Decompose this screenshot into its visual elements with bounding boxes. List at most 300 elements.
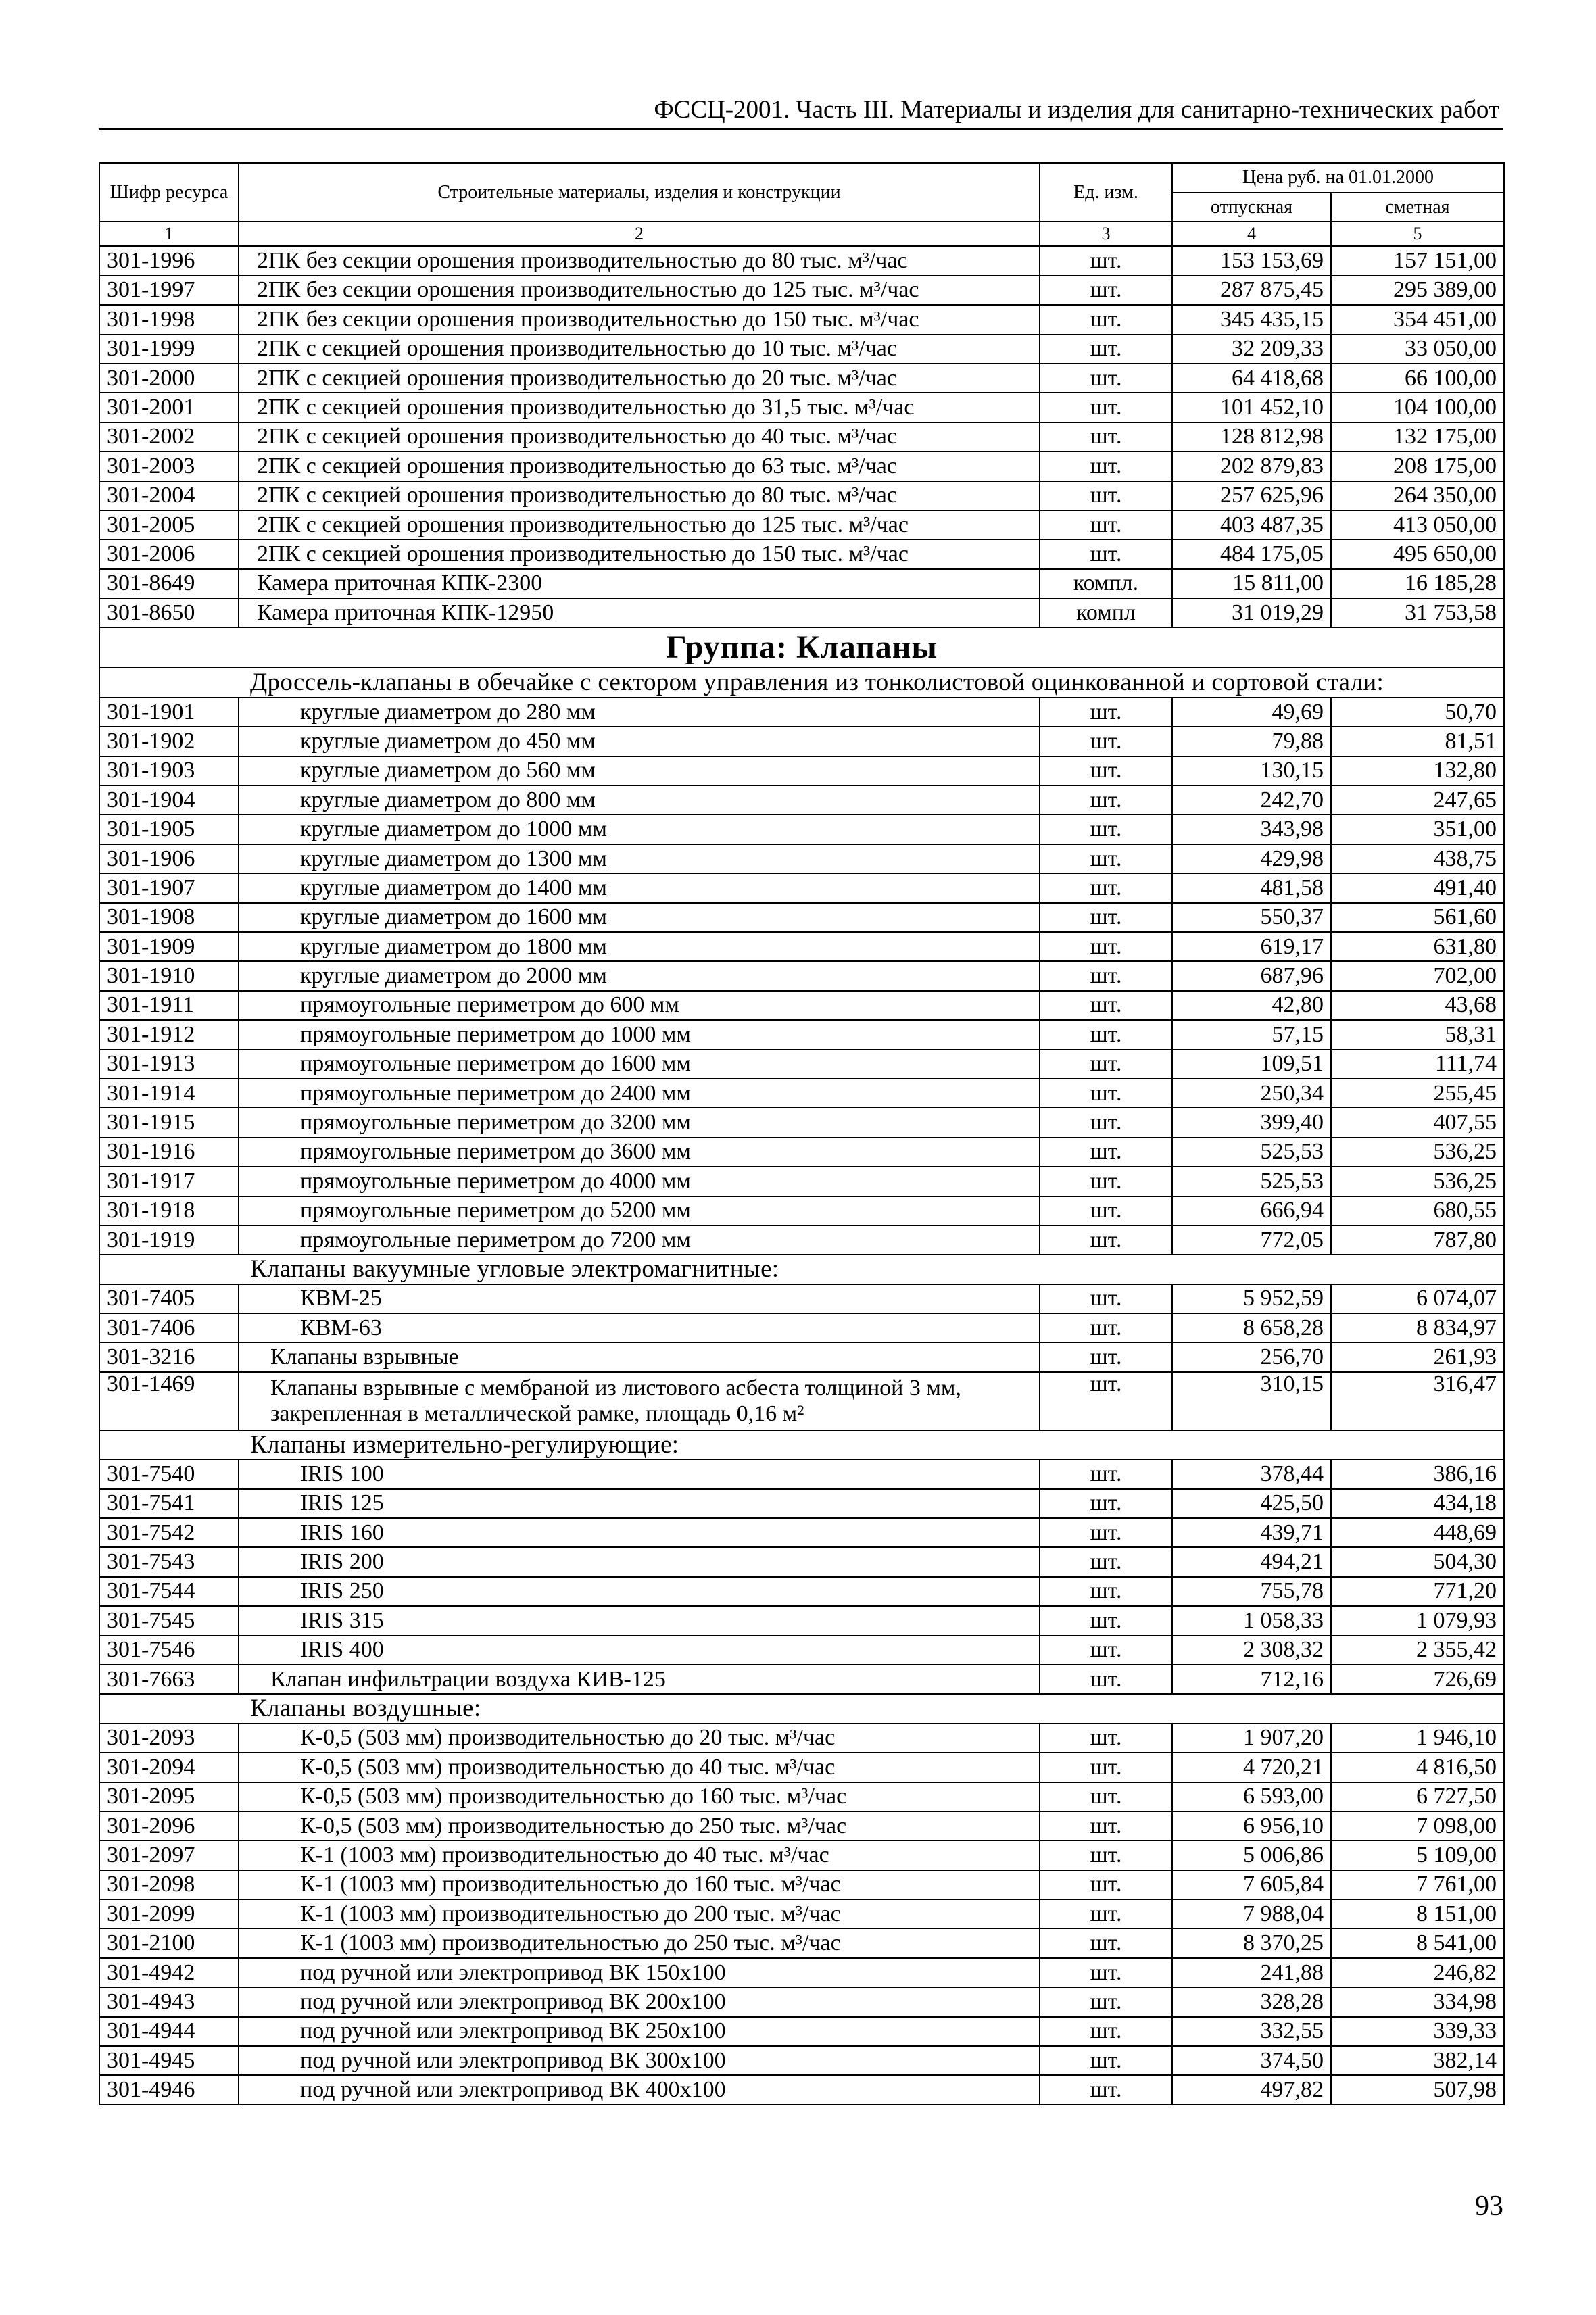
unit-cell: шт. (1040, 1753, 1172, 1782)
release-price-cell: 619,17 (1172, 932, 1331, 961)
unit-cell: шт. (1040, 932, 1172, 961)
section-title: Дроссель-клапаны в обечайке с сектором управления из тонколистовой оцинкованной и сортовой стали: (99, 668, 1504, 697)
material-name-cell: Камера приточная КПК-12950 (239, 598, 1040, 627)
resource-code-cell: 301-2000 (99, 364, 239, 393)
release-price-cell: 257 625,96 (1172, 481, 1331, 510)
resource-code-cell: 301-8649 (99, 569, 239, 598)
unit-cell: шт. (1040, 1899, 1172, 1928)
table-row (99, 569, 1504, 598)
resource-code-cell: 301-4946 (99, 2075, 239, 2104)
table-row (99, 1050, 1504, 1079)
table-row (99, 1577, 1504, 1606)
material-name-cell: прямоугольные периметром до 3200 мм (239, 1108, 1040, 1137)
table-row (99, 1606, 1504, 1635)
resource-code-cell: 301-1919 (99, 1225, 239, 1254)
resource-code-cell: 301-2095 (99, 1782, 239, 1811)
release-price-cell: 494,21 (1172, 1547, 1331, 1576)
material-name-cell: К-1 (1003 мм) производительностью до 40 тыс. м³/час (239, 1841, 1040, 1870)
material-name-cell: IRIS 315 (239, 1606, 1040, 1635)
estimate-price-cell: 208 175,00 (1331, 452, 1504, 481)
release-price-cell: 403 487,35 (1172, 510, 1331, 539)
estimate-price-cell: 438,75 (1331, 844, 1504, 873)
table-row (99, 422, 1504, 452)
table-row (99, 1928, 1504, 1957)
estimate-price-cell: 157 151,00 (1331, 246, 1504, 275)
estimate-price-cell: 81,51 (1331, 727, 1504, 756)
section-title: Клапаны измерительно-регулирующие: (99, 1430, 1504, 1459)
material-name-cell: 2ПК без секции орошения производительностью до 125 тыс. м³/час (239, 276, 1040, 305)
resource-code-cell: 301-1914 (99, 1079, 239, 1108)
release-price-cell: 481,58 (1172, 873, 1331, 902)
unit-cell: шт. (1040, 2075, 1172, 2104)
release-price-cell: 1 058,33 (1172, 1606, 1331, 1635)
estimate-price-cell: 8 834,97 (1331, 1313, 1504, 1342)
unit-cell: шт. (1040, 756, 1172, 785)
material-name-cell: IRIS 160 (239, 1518, 1040, 1547)
column-number: 4 (1172, 222, 1331, 246)
release-price-cell: 5 006,86 (1172, 1841, 1331, 1870)
material-name-cell: 2ПК с секцией орошения производительностью до 80 тыс. м³/час (239, 481, 1040, 510)
release-price-cell: 241,88 (1172, 1958, 1331, 1987)
release-price-cell: 32 209,33 (1172, 335, 1331, 364)
release-price-cell: 42,80 (1172, 991, 1331, 1020)
estimate-price-cell: 413 050,00 (1331, 510, 1504, 539)
column-header-code: Шифр ресурса (99, 163, 239, 222)
material-name-cell: прямоугольные периметром до 5200 мм (239, 1196, 1040, 1225)
unit-cell: шт. (1040, 1928, 1172, 1957)
estimate-price-cell: 491,40 (1331, 873, 1504, 902)
estimate-price-cell: 1 079,93 (1331, 1606, 1504, 1635)
material-name-cell: круглые диаметром до 1400 мм (239, 873, 1040, 902)
column-header-price: Цена руб. на 01.01.2000 (1172, 163, 1504, 193)
release-price-cell: 49,69 (1172, 698, 1331, 727)
table-row (99, 1372, 1504, 1430)
release-price-cell: 109,51 (1172, 1050, 1331, 1079)
resource-code-cell: 301-2100 (99, 1928, 239, 1957)
resource-code-cell: 301-2001 (99, 393, 239, 422)
material-name-cell: под ручной или электропривод ВК 250х100 (239, 2017, 1040, 2046)
column-number: 5 (1331, 222, 1504, 246)
estimate-price-cell: 50,70 (1331, 698, 1504, 727)
table-row (99, 727, 1504, 756)
release-price-cell: 399,40 (1172, 1108, 1331, 1137)
table-row (99, 873, 1504, 902)
estimate-price-cell: 132,80 (1331, 756, 1504, 785)
resource-code-cell: 301-2099 (99, 1899, 239, 1928)
release-price-cell: 4 720,21 (1172, 1753, 1331, 1782)
material-name-cell: круглые диаметром до 560 мм (239, 756, 1040, 785)
release-price-cell: 15 811,00 (1172, 569, 1331, 598)
unit-cell: шт. (1040, 2017, 1172, 2046)
resource-code-cell: 301-7663 (99, 1665, 239, 1694)
table-row (99, 1782, 1504, 1811)
release-price-cell: 202 879,83 (1172, 452, 1331, 481)
table-row (99, 393, 1504, 422)
release-price-cell: 484 175,05 (1172, 539, 1331, 568)
release-price-cell: 8 658,28 (1172, 1313, 1331, 1342)
material-name-cell: К-1 (1003 мм) производительностью до 200 тыс. м³/час (239, 1899, 1040, 1928)
estimate-price-cell: 351,00 (1331, 814, 1504, 844)
unit-cell: шт. (1040, 1079, 1172, 1108)
estimate-price-cell: 58,31 (1331, 1020, 1504, 1049)
release-price-cell: 328,28 (1172, 1987, 1331, 2016)
material-name-cell: прямоугольные периметром до 1000 мм (239, 1020, 1040, 1049)
column-header-unit: Ед. изм. (1040, 163, 1172, 222)
release-price-cell: 57,15 (1172, 1020, 1331, 1049)
unit-cell: шт. (1040, 785, 1172, 814)
estimate-price-cell: 7 098,00 (1331, 1811, 1504, 1841)
material-name-cell: К-0,5 (503 мм) производительностью до 40 тыс. м³/час (239, 1753, 1040, 1782)
material-name-cell: К-1 (1003 мм) производительностью до 160 тыс. м³/час (239, 1870, 1040, 1899)
unit-cell: шт. (1040, 1577, 1172, 1606)
estimate-price-cell: 495 650,00 (1331, 539, 1504, 568)
release-price-cell: 425,50 (1172, 1489, 1331, 1518)
table-row (99, 1811, 1504, 1841)
table-row (99, 481, 1504, 510)
release-price-cell: 2 308,32 (1172, 1636, 1331, 1665)
resource-code-cell: 301-1907 (99, 873, 239, 902)
resource-code-cell: 301-2005 (99, 510, 239, 539)
release-price-cell: 7 988,04 (1172, 1899, 1331, 1928)
table-row (99, 1518, 1504, 1547)
release-price-cell: 345 435,15 (1172, 305, 1331, 334)
unit-cell: шт. (1040, 2046, 1172, 2075)
unit-cell: шт. (1040, 1138, 1172, 1167)
estimate-price-cell: 536,25 (1331, 1138, 1504, 1167)
material-name-cell: круглые диаметром до 1600 мм (239, 903, 1040, 932)
estimate-price-cell: 6 074,07 (1331, 1284, 1504, 1313)
estimate-price-cell: 354 451,00 (1331, 305, 1504, 334)
release-price-cell: 79,88 (1172, 727, 1331, 756)
estimate-price-cell: 507,98 (1331, 2075, 1504, 2104)
material-name-cell: прямоугольные периметром до 7200 мм (239, 1225, 1040, 1254)
price-table (99, 162, 1505, 2105)
table-row (99, 961, 1504, 990)
material-name-cell: IRIS 400 (239, 1636, 1040, 1665)
estimate-price-cell: 7 761,00 (1331, 1870, 1504, 1899)
release-price-cell: 525,53 (1172, 1167, 1331, 1196)
unit-cell: шт. (1040, 1665, 1172, 1694)
material-name-cell: Клапаны взрывные с мембраной из листового асбеста толщиной 3 мм, закрепленная в металлической рамке, площадь 0,16 м² (239, 1372, 1040, 1430)
release-price-cell: 666,94 (1172, 1196, 1331, 1225)
material-name-cell: КВМ-25 (239, 1284, 1040, 1313)
table-row (99, 246, 1504, 275)
material-name-cell: К-0,5 (503 мм) производительностью до 250 тыс. м³/час (239, 1811, 1040, 1841)
unit-cell: шт. (1040, 1958, 1172, 1987)
unit-cell: шт. (1040, 1313, 1172, 1342)
unit-cell: шт. (1040, 1050, 1172, 1079)
unit-cell: шт. (1040, 422, 1172, 452)
release-price-cell: 755,78 (1172, 1577, 1331, 1606)
table-row (99, 335, 1504, 364)
unit-cell: шт. (1040, 1342, 1172, 1371)
release-price-cell: 772,05 (1172, 1225, 1331, 1254)
unit-cell: шт. (1040, 539, 1172, 568)
material-name-cell: IRIS 125 (239, 1489, 1040, 1518)
estimate-price-cell: 261,93 (1331, 1342, 1504, 1371)
material-name-cell: К-1 (1003 мм) производительностью до 250 тыс. м³/час (239, 1928, 1040, 1957)
resource-code-cell: 301-4943 (99, 1987, 239, 2016)
release-price-cell: 439,71 (1172, 1518, 1331, 1547)
table-row (99, 510, 1504, 539)
resource-code-cell: 301-1918 (99, 1196, 239, 1225)
price-table-body (99, 163, 1504, 2105)
table-row (99, 305, 1504, 334)
table-row (99, 1108, 1504, 1137)
material-name-cell: 2ПК без секции орошения производительностью до 150 тыс. м³/час (239, 305, 1040, 334)
section-title-row (99, 668, 1504, 697)
estimate-price-cell: 631,80 (1331, 932, 1504, 961)
estimate-price-cell: 339,33 (1331, 2017, 1504, 2046)
resource-code-cell: 301-7406 (99, 1313, 239, 1342)
release-price-cell: 712,16 (1172, 1665, 1331, 1694)
table-row (99, 1342, 1504, 1371)
table-row (99, 1665, 1504, 1694)
unit-cell: шт. (1040, 727, 1172, 756)
table-row (99, 2017, 1504, 2046)
release-price-cell: 550,37 (1172, 903, 1331, 932)
table-row (99, 539, 1504, 568)
estimate-price-cell: 2 355,42 (1331, 1636, 1504, 1665)
material-name-cell: К-0,5 (503 мм) производительностью до 160 тыс. м³/час (239, 1782, 1040, 1811)
resource-code-cell: 301-1917 (99, 1167, 239, 1196)
resource-code-cell: 301-1901 (99, 698, 239, 727)
table-row (99, 1489, 1504, 1518)
material-name-cell: 2ПК с секцией орошения производительностью до 20 тыс. м³/час (239, 364, 1040, 393)
material-name-cell: круглые диаметром до 800 мм (239, 785, 1040, 814)
unit-cell: шт. (1040, 1489, 1172, 1518)
resource-code-cell: 301-4942 (99, 1958, 239, 1987)
estimate-price-cell: 111,74 (1331, 1050, 1504, 1079)
unit-cell: шт. (1040, 1547, 1172, 1576)
unit-cell: шт. (1040, 276, 1172, 305)
unit-cell: шт. (1040, 1284, 1172, 1313)
estimate-price-cell: 726,69 (1331, 1665, 1504, 1694)
column-number: 1 (99, 222, 239, 246)
column-header-estimate-price: сметная (1331, 193, 1504, 222)
release-price-cell: 7 605,84 (1172, 1870, 1331, 1899)
estimate-price-cell: 316,47 (1331, 1372, 1504, 1430)
estimate-price-cell: 31 753,58 (1331, 598, 1504, 627)
estimate-price-cell: 8 151,00 (1331, 1899, 1504, 1928)
material-name-cell: IRIS 200 (239, 1547, 1040, 1576)
estimate-price-cell: 295 389,00 (1331, 276, 1504, 305)
group-title-row (99, 627, 1504, 668)
estimate-price-cell: 33 050,00 (1331, 335, 1504, 364)
material-name-cell: прямоугольные периметром до 3600 мм (239, 1138, 1040, 1167)
table-row (99, 1958, 1504, 1987)
table-row (99, 1138, 1504, 1167)
release-price-cell: 130,15 (1172, 756, 1331, 785)
estimate-price-cell: 386,16 (1331, 1459, 1504, 1488)
material-name-cell: круглые диаметром до 2000 мм (239, 961, 1040, 990)
table-row (99, 1284, 1504, 1313)
resource-code-cell: 301-3216 (99, 1342, 239, 1371)
release-price-cell: 128 812,98 (1172, 422, 1331, 452)
release-price-cell: 250,34 (1172, 1079, 1331, 1108)
estimate-price-cell: 680,55 (1331, 1196, 1504, 1225)
release-price-cell: 687,96 (1172, 961, 1331, 990)
estimate-price-cell: 536,25 (1331, 1167, 1504, 1196)
column-number: 3 (1040, 222, 1172, 246)
resource-code-cell: 301-2093 (99, 1724, 239, 1753)
resource-code-cell: 301-7546 (99, 1636, 239, 1665)
material-name-cell: 2ПК с секцией орошения производительностью до 150 тыс. м³/час (239, 539, 1040, 568)
section-title-row (99, 1254, 1504, 1284)
section-title-row (99, 1694, 1504, 1723)
material-name-cell: под ручной или электропривод ВК 200х100 (239, 1987, 1040, 2016)
unit-cell: шт. (1040, 1724, 1172, 1753)
unit-cell: шт. (1040, 1811, 1172, 1841)
estimate-price-cell: 4 816,50 (1331, 1753, 1504, 1782)
release-price-cell: 242,70 (1172, 785, 1331, 814)
resource-code-cell: 301-4944 (99, 2017, 239, 2046)
release-price-cell: 6 956,10 (1172, 1811, 1331, 1841)
page-number: 93 (1475, 2191, 1503, 2222)
release-price-cell: 378,44 (1172, 1459, 1331, 1488)
unit-cell: шт. (1040, 1108, 1172, 1137)
material-name-cell: 2ПК с секцией орошения производительностью до 63 тыс. м³/час (239, 452, 1040, 481)
unit-cell: шт. (1040, 1606, 1172, 1635)
table-row (99, 1313, 1504, 1342)
page-header (99, 93, 1503, 130)
table-row (99, 2075, 1504, 2104)
resource-code-cell: 301-1903 (99, 756, 239, 785)
resource-code-cell: 301-2098 (99, 1870, 239, 1899)
material-name-cell: круглые диаметром до 1000 мм (239, 814, 1040, 844)
resource-code-cell: 301-1908 (99, 903, 239, 932)
estimate-price-cell: 382,14 (1331, 2046, 1504, 2075)
resource-code-cell: 301-1904 (99, 785, 239, 814)
table-row (99, 598, 1504, 627)
estimate-price-cell: 132 175,00 (1331, 422, 1504, 452)
unit-cell: шт. (1040, 873, 1172, 902)
estimate-price-cell: 104 100,00 (1331, 393, 1504, 422)
material-name-cell: прямоугольные периметром до 4000 мм (239, 1167, 1040, 1196)
release-price-cell: 429,98 (1172, 844, 1331, 873)
group-title: Группа: Клапаны (99, 627, 1504, 668)
unit-cell: шт. (1040, 1987, 1172, 2016)
estimate-price-cell: 771,20 (1331, 1577, 1504, 1606)
unit-cell: шт. (1040, 1372, 1172, 1430)
unit-cell: шт. (1040, 246, 1172, 275)
unit-cell: компл. (1040, 569, 1172, 598)
table-row (99, 276, 1504, 305)
unit-cell: шт. (1040, 510, 1172, 539)
resource-code-cell: 301-2006 (99, 539, 239, 568)
estimate-price-cell: 407,55 (1331, 1108, 1504, 1137)
section-title: Клапаны вакуумные угловые электромагнитные: (99, 1254, 1504, 1284)
table-row (99, 1636, 1504, 1665)
unit-cell: шт. (1040, 698, 1172, 727)
resource-code-cell: 301-1909 (99, 932, 239, 961)
material-name-cell: 2ПК с секцией орошения производительностью до 40 тыс. м³/час (239, 422, 1040, 452)
material-name-cell: IRIS 250 (239, 1577, 1040, 1606)
table-row (99, 756, 1504, 785)
estimate-price-cell: 448,69 (1331, 1518, 1504, 1547)
resource-code-cell: 301-1910 (99, 961, 239, 990)
release-price-cell: 497,82 (1172, 2075, 1331, 2104)
unit-cell: шт. (1040, 1636, 1172, 1665)
unit-cell: шт. (1040, 1196, 1172, 1225)
resource-code-cell: 301-1999 (99, 335, 239, 364)
resource-code-cell: 301-7544 (99, 1577, 239, 1606)
resource-code-cell: 301-2096 (99, 1811, 239, 1841)
resource-code-cell: 301-1906 (99, 844, 239, 873)
unit-cell: шт. (1040, 1167, 1172, 1196)
unit-cell: шт. (1040, 481, 1172, 510)
resource-code-cell: 301-1469 (99, 1372, 239, 1430)
table-row (99, 1841, 1504, 1870)
unit-cell: шт. (1040, 364, 1172, 393)
release-price-cell: 256,70 (1172, 1342, 1331, 1371)
estimate-price-cell: 787,80 (1331, 1225, 1504, 1254)
unit-cell: шт. (1040, 393, 1172, 422)
table-row (99, 1899, 1504, 1928)
material-name-cell: круглые диаметром до 280 мм (239, 698, 1040, 727)
table-row (99, 1079, 1504, 1108)
resource-code-cell: 301-2094 (99, 1753, 239, 1782)
estimate-price-cell: 66 100,00 (1331, 364, 1504, 393)
table-header-row (99, 163, 1504, 193)
release-price-cell: 525,53 (1172, 1138, 1331, 1167)
table-row (99, 814, 1504, 844)
material-name-cell: КВМ-63 (239, 1313, 1040, 1342)
table-row (99, 1196, 1504, 1225)
release-price-cell: 6 593,00 (1172, 1782, 1331, 1811)
release-price-cell: 101 452,10 (1172, 393, 1331, 422)
material-name-cell: 2ПК с секцией орошения производительностью до 10 тыс. м³/час (239, 335, 1040, 364)
table-row (99, 1167, 1504, 1196)
estimate-price-cell: 43,68 (1331, 991, 1504, 1020)
table-row (99, 1020, 1504, 1049)
unit-cell: шт. (1040, 814, 1172, 844)
resource-code-cell: 301-7545 (99, 1606, 239, 1635)
material-name-cell: прямоугольные периметром до 1600 мм (239, 1050, 1040, 1079)
material-name-cell: Клапаны взрывные (239, 1342, 1040, 1371)
release-price-cell: 332,55 (1172, 2017, 1331, 2046)
estimate-price-cell: 561,60 (1331, 903, 1504, 932)
unit-cell: компл (1040, 598, 1172, 627)
resource-code-cell: 301-7542 (99, 1518, 239, 1547)
release-price-cell: 343,98 (1172, 814, 1331, 844)
unit-cell: шт. (1040, 1459, 1172, 1488)
unit-cell: шт. (1040, 305, 1172, 334)
resource-code-cell: 301-8650 (99, 598, 239, 627)
estimate-price-cell: 8 541,00 (1331, 1928, 1504, 1957)
unit-cell: шт. (1040, 1841, 1172, 1870)
release-price-cell: 310,15 (1172, 1372, 1331, 1430)
material-name-cell: 2ПК с секцией орошения производительностью до 125 тыс. м³/час (239, 510, 1040, 539)
material-name-cell: Клапан инфильтрации воздуха КИВ-125 (239, 1665, 1040, 1694)
table-row (99, 785, 1504, 814)
resource-code-cell: 301-1902 (99, 727, 239, 756)
page-title: ФССЦ-2001. Часть III. Материалы и изделия для санитарно-технических работ (654, 96, 1499, 124)
estimate-price-cell: 6 727,50 (1331, 1782, 1504, 1811)
section-title: Клапаны воздушные: (99, 1694, 1504, 1723)
unit-cell: шт. (1040, 1782, 1172, 1811)
material-name-cell: Камера приточная КПК-2300 (239, 569, 1040, 598)
estimate-price-cell: 504,30 (1331, 1547, 1504, 1576)
unit-cell: шт. (1040, 1020, 1172, 1049)
table-row (99, 932, 1504, 961)
material-name-cell: IRIS 100 (239, 1459, 1040, 1488)
section-title-row (99, 1430, 1504, 1459)
material-name-cell: круглые диаметром до 1300 мм (239, 844, 1040, 873)
resource-code-cell: 301-1916 (99, 1138, 239, 1167)
estimate-price-cell: 247,65 (1331, 785, 1504, 814)
column-number-row (99, 222, 1504, 246)
